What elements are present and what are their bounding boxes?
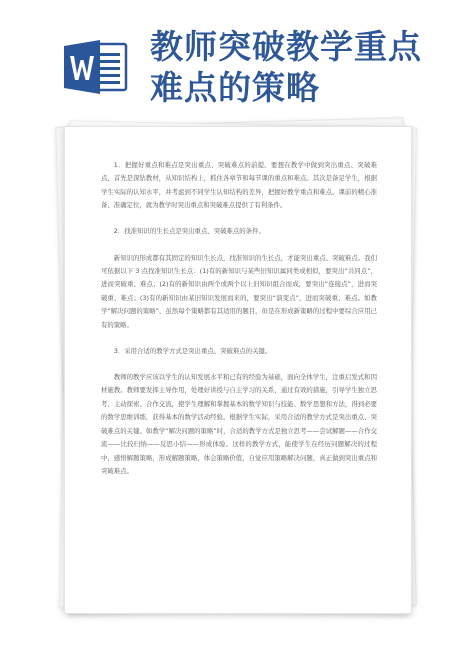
title-line-1: 教师突破教学重点 bbox=[150, 27, 422, 66]
paragraph-4: 3．采用合适的教学方式是突出重点、突破难点的关键。 bbox=[113, 346, 272, 355]
paragraph-1: 1．把握好重点和难点是突出重点、突破难点的前提。要想在教学中做到突出重点、突破难点，首先是深钻教材，从知识结构上，抓住各章节和每节课的重点和难点。其次是备足学生，根据学生实际的认知水平，并考虑到不同学生认知结构的差异，把握好教学重点和难点。课前的精心准备、准确定位，就为教学时突出重点和突破难点提供了有利条件。 bbox=[101, 161, 377, 210]
document-page[interactable] bbox=[64, 126, 412, 614]
header bbox=[0, 0, 474, 118]
paragraph-3: 新知识的形成都有其固定的知识生长点，找准知识的生长点，才能突出重点、突破难点。我们可依据以下 3 点找准知识生长点：(1)有的新知识与某些旧知识属同类或相似，要突出“共同点”，进而突破重、难点；(2)有的新知识由两个或两个以上旧知识组合而成，要突出“连接点”，进而突破重、难点；(3)有的新知识由某旧知识发展而来的，要突出“演变点”，进而突破重、难点。如教学“解决问题的策略”，虽然每个策略都有其适用的题目，但是在形成新策略的过程中要综合应用已有的策略。 bbox=[101, 253, 377, 329]
title-line-2: 难点的策略 bbox=[150, 68, 320, 107]
paragraph-2: 2．找准知识的生长点是突出重点、突破难点的条件。 bbox=[113, 227, 265, 236]
page-title bbox=[150, 26, 468, 108]
paragraph-5: 教师的教学应该以学生的认知发展水平和已有的经验为基础，面向全体学生，注重启发式和因材施教。教师要发挥主导作用，处理好讲授与自主学习的关系，通过有效的措施，引导学生独立思考、主动探索、合作交流，使学生理解和掌握基本的数学知识与技能、数学思想和方法，得到必要的数学思维训练，获得基本的数学活动经验。根据学生实际，采用合适的教学方式是突出重点、突破难点的关键。如教学“解决问题的策略”时，合适的教学方式是独立思考——尝试解题——合作交流——比较归纳——反思小结——形成体验。这样的教学方式，能使学生在经历问题解决的过程中，感悟解题策略，形成解题策略，体会策略价值，自觉应用策略解决问题，真正做到突出重点和突破难点。 bbox=[101, 373, 377, 475]
document-body bbox=[101, 159, 377, 491]
word-icon bbox=[64, 38, 128, 96]
